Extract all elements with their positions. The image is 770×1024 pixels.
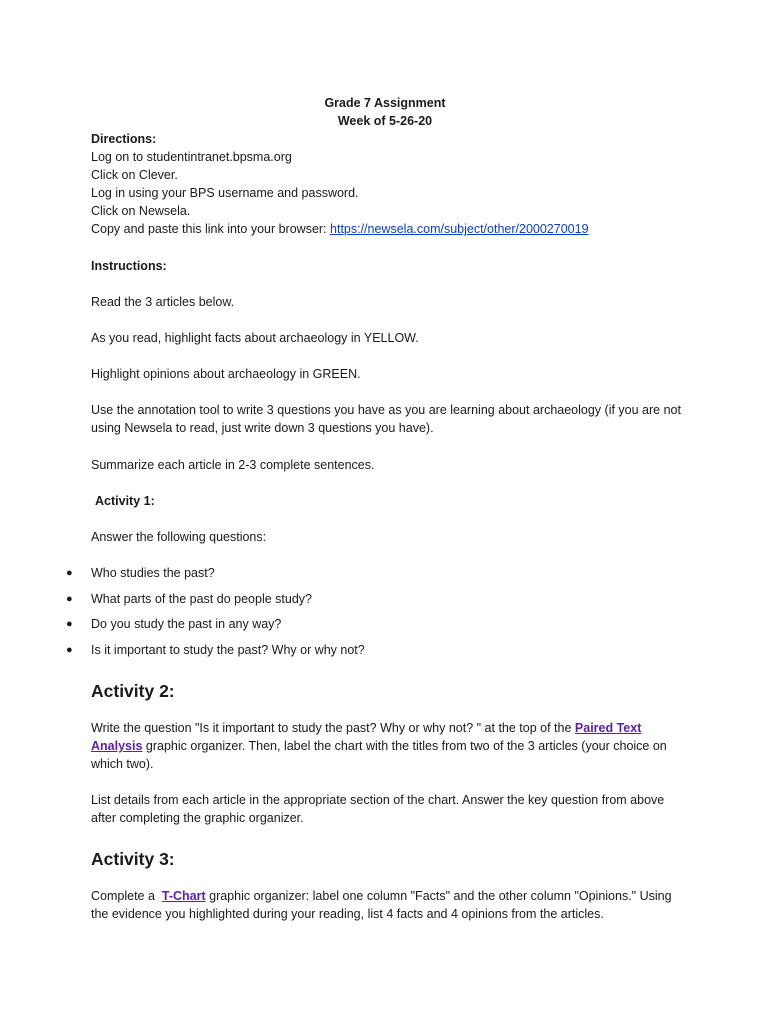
instructions-heading: Instructions:: [91, 259, 167, 273]
instruction-item: Summarize each article in 2-3 complete sentences.: [91, 458, 375, 472]
activity1-intro: Answer the following questions:: [91, 530, 267, 544]
activity3-text-suffix: graphic organizer: label one column "Facts" and the other column "Opinions." Using the evidence you highlighted during your reading, list 4 facts and 4 opinions from the articles.: [91, 889, 672, 921]
assignment-title: Grade 7 Assignment: [324, 96, 446, 110]
copy-link-prefix: Copy and paste this link into your browser:: [91, 222, 331, 236]
activity1-question: Is it important to study the past? Why or why not?: [91, 643, 365, 657]
activity2-text-suffix: graphic organizer. Then, label the chart with the titles from two of the 3 articles (your choice on which two).: [91, 739, 667, 771]
direction-step: Click on Clever.: [91, 168, 178, 182]
activity3-heading: Activity 3:: [91, 849, 175, 869]
instruction-item: Read the 3 articles below.: [91, 295, 235, 309]
activity3-text-prefix: Complete a: [91, 889, 159, 903]
direction-step: Log in using your BPS username and password.: [91, 186, 359, 200]
instruction-item: As you read, highlight facts about archaeology in YELLOW.: [91, 331, 419, 345]
bullet-icon: ●: [66, 644, 73, 656]
activity1-question: Do you study the past in any way?: [91, 617, 282, 631]
assignment-week: Week of 5-26-20: [337, 114, 433, 128]
activity2-text-prefix: Write the question "Is it important to study the past? Why or why not? " at the top of the: [91, 721, 575, 735]
instruction-item: Use the annotation tool to write 3 questions you have as you are learning about archaeology (if you are not using Newsela to read, just write down 3 questions you have).: [91, 403, 681, 435]
activity2-paragraph-1: [91, 719, 681, 773]
direction-step: Log on to studentintranet.bpsma.org: [91, 150, 292, 164]
newsela-link[interactable]: https://newsela.com/subject/other/2000270019: [330, 222, 589, 236]
activity2-paragraph-2: List details from each article in the appropriate section of the chart. Answer the key question from above after completing the graphic organizer.: [91, 793, 665, 825]
directions-heading: Directions:: [91, 132, 157, 146]
activity1-question: What parts of the past do people study?: [91, 592, 312, 606]
t-chart-link[interactable]: T-Chart: [161, 889, 206, 903]
direction-copy-line: [91, 220, 589, 238]
activity1-question: Who studies the past?: [91, 566, 215, 580]
instruction-item: Highlight opinions about archaeology in GREEN.: [91, 367, 361, 381]
paired-text-analysis-link[interactable]: Paired Text Analysis: [91, 721, 642, 753]
bullet-icon: ●: [66, 593, 73, 605]
activity3-paragraph: [91, 887, 691, 923]
activity2-heading: Activity 2:: [91, 681, 175, 701]
bullet-icon: ●: [66, 567, 73, 579]
bullet-icon: ●: [66, 618, 73, 630]
direction-step: Click on Newsela.: [91, 204, 191, 218]
activity1-heading: Activity 1:: [95, 494, 155, 508]
